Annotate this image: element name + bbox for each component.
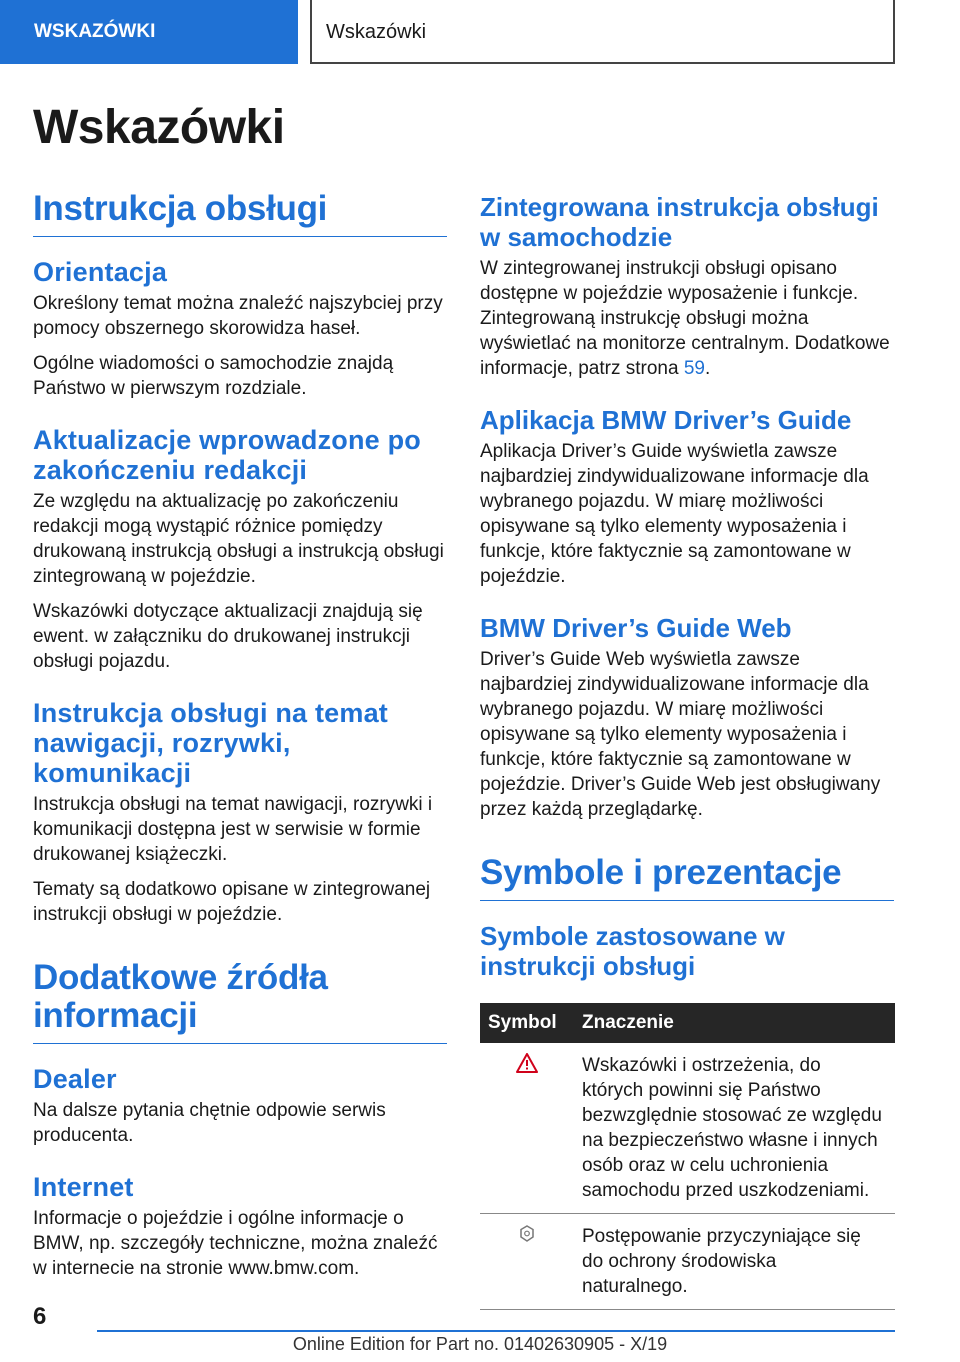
heading-guide-web: BMW Driver’s Guide Web (480, 613, 792, 643)
page-title: Wskazówki (33, 101, 285, 154)
edition-note: Online Edition for Part no. 01402630905 - X/19 (292, 1334, 668, 1354)
paragraph: Tematy są dodatkowo opisane w zintegrowanej instrukcji obsługi w pojeździe. (33, 879, 431, 925)
paragraph: Informacje o pojeździe i ogólne informacje o BMW, np. szczegóły techniczne, można znaleźć w internecie na stronie www.bmw.com. (33, 1208, 438, 1279)
heading-aplikacja: Aplikacja BMW Driver’s Guide (480, 405, 852, 435)
warning-triangle-icon (480, 1043, 574, 1214)
heading-internet: Internet (33, 1172, 134, 1202)
column-header-meaning: Znaczenie (574, 1003, 895, 1043)
paragraph: Ogólne wiadomości o samochodzie znajdą Państwo w pierwszym rozdziale. (33, 353, 394, 399)
heading-dodatkowe-zrodla: Dodatkowe źródła informacji (33, 959, 447, 1044)
paragraph: Na dalsze pytania chętnie odpowie serwis producenta. (33, 1100, 386, 1146)
heading-instrukcja: Instrukcja obsługi (33, 190, 447, 237)
table-row (480, 1214, 895, 1310)
symbol-table (480, 1003, 895, 1310)
table-row (480, 1043, 895, 1214)
heading-dealer: Dealer (33, 1064, 117, 1094)
paragraph: Ze względu na aktualizację po zakończeniu redakcji mogą wystąpić różnice pomiędzy drukowaną instrukcją obsługi a instrukcją obsługi zintegrowaną w pojeździe. (33, 491, 444, 587)
paragraph: Określony temat można znaleźć najszybciej przy pomocy obszernego skorowidza haseł. (33, 293, 443, 339)
left-column (33, 190, 447, 1291)
paragraph: Driver’s Guide Web wyświetla zawsze najbardziej zindywidualizowane informacje dla wybranego pojazdu. W miarę możliwości opisywane są tylko elementy wyposażenia i funkcje, które faktycznie są zamontowane w pojeździe. Driver’s Guide Web jest obsługiwany przez każdą przeglądarkę. (480, 649, 881, 820)
heading-nawigacja: Instrukcja obsługi na temat nawigacji, rozrywki, komunikacji (33, 698, 388, 788)
column-header-symbol: Symbol (480, 1003, 574, 1043)
heading-orientacja: Orientacja (33, 257, 168, 287)
right-column (480, 192, 894, 1310)
paragraph: W zintegrowanej instrukcji obsługi opisano dostępne w pojeździe wyposażenie i funkcje. Zintegrowaną instrukcję obsługi można wyświetlać na monitorze centralnym. Dodatkowe informacje, patrz strona 59. (480, 258, 890, 379)
section-title: Wskazówki (310, 0, 895, 64)
paragraph: Aplikacja Driver’s Guide wyświetla zawsze najbardziej zindywidualizowane informacje dla wybranego pojazdu. W miarę możliwości opisywane są tylko elementy wyposażenia i funkcje, które faktycznie są zamontowane w pojeździe. (480, 441, 869, 587)
meaning-text: Postępowanie przyczyniające się do ochrony środowiska naturalnego. (574, 1214, 895, 1310)
paragraph: Wskazówki dotyczące aktualizacji znajdują się ewent. w załączniku do drukowanej instrukcji obsługi pojazdu. (33, 601, 423, 672)
heading-symbole: Symbole i prezentacje (480, 854, 894, 901)
section-tab: WSKAZÓWKI (0, 0, 298, 64)
heading-aktualizacje: Aktualizacje wprowadzone po zakończeniu redakcji (33, 425, 421, 485)
page-number: 6 (33, 1303, 47, 1330)
page-link[interactable]: 59 (683, 358, 705, 379)
paragraph: Instrukcja obsługi na temat nawigacji, rozrywki i komunikacji dostępna jest w serwisie w formie drukowanej książeczki. (33, 794, 433, 865)
environment-icon (480, 1214, 574, 1310)
footer-divider (97, 1330, 895, 1332)
heading-zintegrowana: Zintegrowana instrukcja obsługi w samochodzie (480, 192, 879, 252)
meaning-text: Wskazówki i ostrzeżenia, do których powinni się Państwo bezwzględnie stosować ze względu na bezpieczeństwo własne i innych osób oraz w celu uchronienia samochodu przed uszkodzeniami. (574, 1043, 895, 1214)
heading-symbole-zastosowane: Symbole zastosowane w instrukcji obsługi (480, 921, 785, 981)
